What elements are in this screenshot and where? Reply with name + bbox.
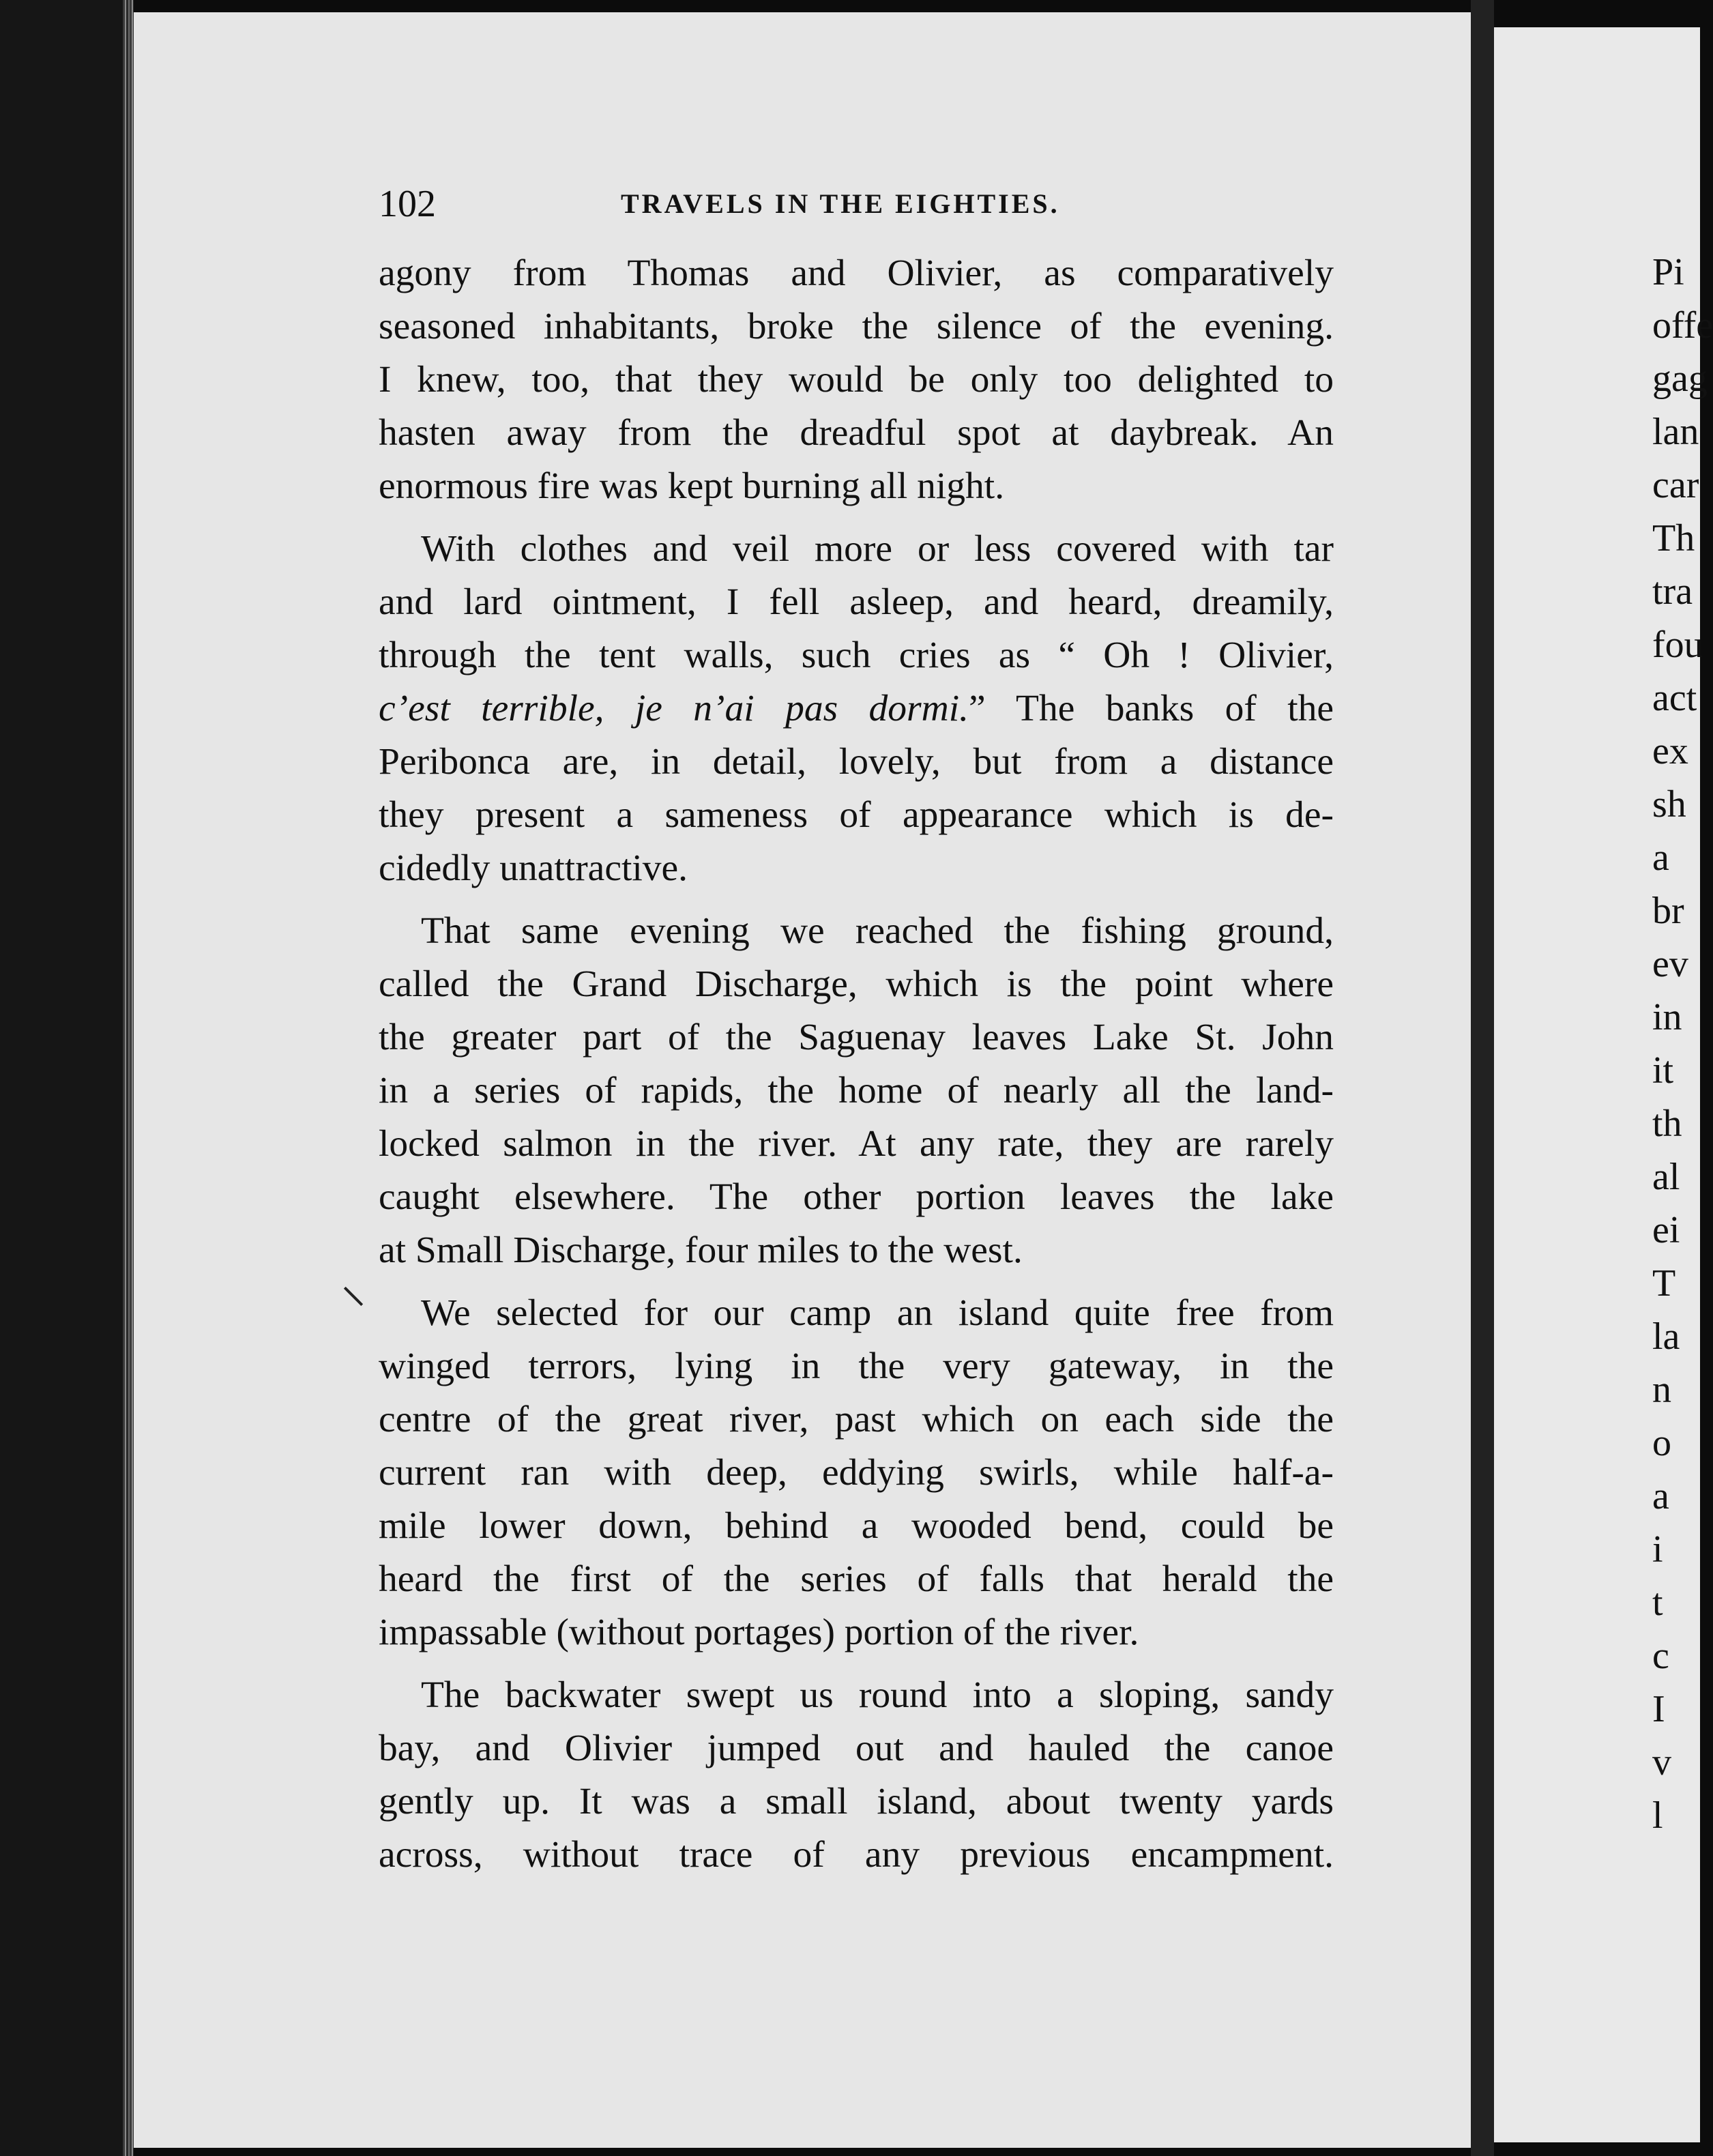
book-page-edges	[123, 0, 134, 2156]
facing-page-line: tra	[1652, 570, 1693, 613]
paragraph-3	[379, 905, 1334, 1277]
text-line: enormous fire was kept burning all night.	[379, 465, 1005, 507]
paragraph-5	[379, 1669, 1334, 1882]
text-fragment: ” The banks of the	[969, 688, 1334, 729]
facing-page-line: Th	[1652, 517, 1695, 559]
text-line: impassable (without portages) portion of the river.	[379, 1612, 1139, 1653]
facing-page-line: offe	[1652, 304, 1713, 347]
text-line: We selected for our camp an island quite free from	[421, 1292, 1334, 1334]
facing-page-line: br	[1652, 890, 1684, 932]
facing-page-line: t	[1652, 1582, 1663, 1624]
facing-page-fragment	[1494, 27, 1713, 2142]
page-number: 102	[379, 183, 436, 225]
text-line: centre of the great river, past which on each side the	[379, 1399, 1334, 1440]
paragraph-2	[379, 523, 1334, 895]
facing-page-line: car	[1652, 464, 1699, 506]
facing-page-text	[1652, 246, 1713, 1842]
italic-quote: c’est terrible, je n’ai pas dormi.	[379, 688, 969, 729]
facing-page-line: c	[1652, 1635, 1669, 1677]
facing-page-line: v	[1652, 1741, 1671, 1783]
text-line: With clothes and veil more or less covered with tar	[421, 528, 1334, 570]
text-line: heard the first of the series of falls that herald the	[379, 1558, 1334, 1600]
text-line: called the Grand Discharge, which is the point where	[379, 963, 1334, 1005]
facing-page-line: act	[1652, 677, 1697, 719]
text-line: gently up. It was a small island, about twenty yards	[379, 1781, 1334, 1822]
text-line: agony from Thomas and Olivier, as comparatively	[379, 252, 1334, 294]
body-text	[379, 247, 1334, 1882]
text-line: That same evening we reached the fishing ground,	[421, 910, 1334, 952]
text-line: through the tent walls, such cries as “ Oh ! Olivier,	[379, 635, 1334, 676]
text-line: in a series of rapids, the home of nearly all the land-	[379, 1070, 1334, 1111]
facing-page-line: a	[1652, 1475, 1669, 1517]
running-head	[379, 181, 1354, 235]
facing-page-line: fou	[1652, 624, 1703, 666]
facing-page-line: i	[1652, 1528, 1663, 1571]
facing-page-line: gag	[1652, 358, 1708, 400]
facing-page-line: l	[1652, 1794, 1663, 1837]
facing-page-line: n	[1652, 1369, 1671, 1411]
facing-page-line: th	[1652, 1103, 1682, 1145]
facing-page-line: ev	[1652, 943, 1688, 985]
facing-page-line: I	[1652, 1688, 1665, 1730]
facing-page-line: ex	[1652, 730, 1688, 772]
text-line: mile lower down, behind a wooded bend, could be	[379, 1505, 1334, 1547]
facing-page-line: sh	[1652, 783, 1686, 826]
text-line: cidedly unattractive.	[379, 847, 688, 889]
running-title: TRAVELS IN THE EIGHTIES.	[621, 188, 1060, 219]
facing-page-line: T	[1652, 1262, 1676, 1305]
text-line: across, without trace of any previous encampment.	[379, 1834, 1334, 1876]
text-line: winged terrors, lying in the very gateway, in the	[379, 1345, 1334, 1387]
book-spine-shadow	[1471, 0, 1494, 2156]
text-line: bay, and Olivier jumped out and hauled the canoe	[379, 1728, 1334, 1769]
text-line: at Small Discharge, four miles to the west.	[379, 1229, 1023, 1271]
facing-page-line: lan	[1652, 411, 1699, 453]
text-line: I knew, too, that they would be only too delighted to	[379, 359, 1334, 400]
facing-page-line: ei	[1652, 1209, 1680, 1251]
text-line: caught elsewhere. The other portion leaves the lake	[379, 1176, 1334, 1218]
facing-page-line: Pi	[1652, 251, 1684, 293]
scan-gutter-left	[0, 0, 123, 2156]
text-line: hasten away from the dreadful spot at daybreak. An	[379, 412, 1334, 454]
facing-page-line: it	[1652, 1049, 1674, 1092]
text-line: current ran with deep, eddying swirls, while half-a-	[379, 1452, 1334, 1494]
facing-page-line: la	[1652, 1315, 1680, 1358]
text-line: Peribonca are, in detail, lovely, but from a distance	[379, 741, 1334, 783]
text-line	[379, 682, 1334, 735]
text-line: and lard ointment, I fell asleep, and heard, dreamily,	[379, 581, 1334, 623]
paragraph-1	[379, 247, 1334, 513]
text-line: The backwater swept us round into a sloping, sandy	[421, 1674, 1334, 1716]
paragraph-4	[379, 1287, 1334, 1659]
facing-page-line: in	[1652, 996, 1682, 1038]
facing-page-line: a	[1652, 836, 1669, 879]
text-line: locked salmon in the river. At any rate, they are rarely	[379, 1123, 1334, 1165]
text-line: seasoned inhabitants, broke the silence of the evening.	[379, 306, 1334, 347]
text-line: the greater part of the Saguenay leaves Lake St. John	[379, 1017, 1334, 1058]
text-line: they present a sameness of appearance which is de-	[379, 794, 1334, 836]
facing-page-line: o	[1652, 1422, 1671, 1464]
facing-page-line: al	[1652, 1156, 1680, 1198]
